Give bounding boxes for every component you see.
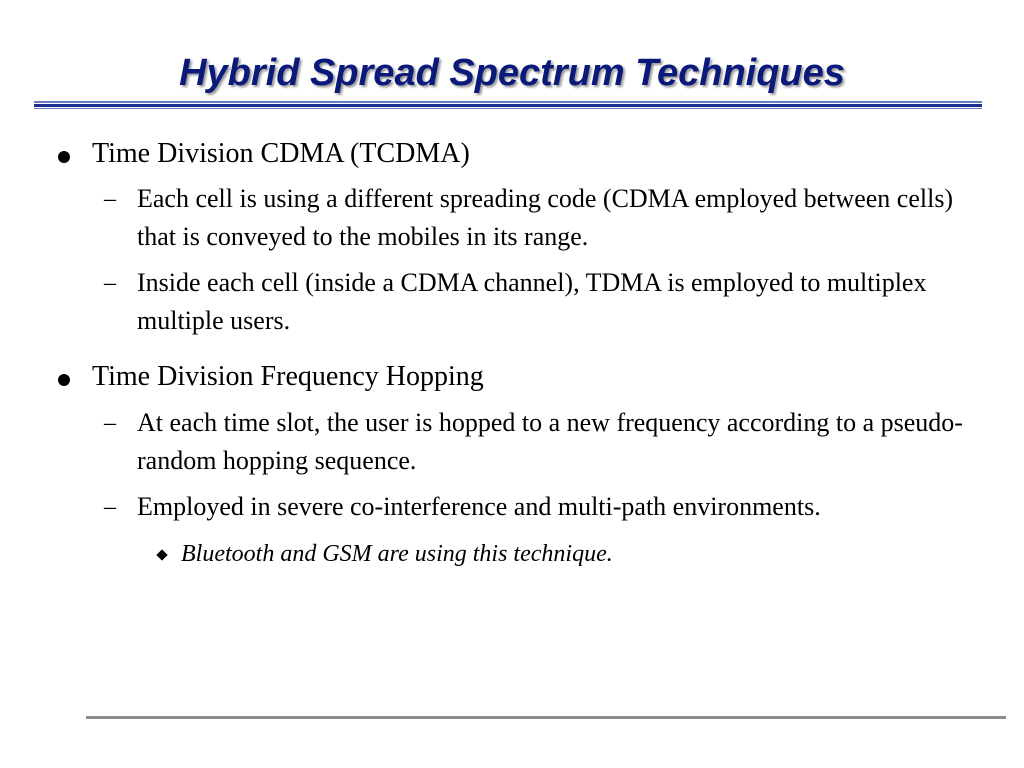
subbullet-tcdma-codes: Each cell is using a different spreading code (CDMA employed between cells) that is conveyed to the mobiles in its range. (137, 184, 954, 251)
dash-icon: – (104, 410, 116, 436)
bullet-dot-icon (58, 374, 70, 386)
title-underline-thick (34, 104, 982, 107)
slide-title: Hybrid Spread Spectrum Techniques (179, 52, 845, 94)
subbullet-tdfh-slot: At each time slot, the user is hopped to a new frequency according to a pseudo-random hopping sequence. (137, 408, 963, 475)
subbullet-tdfh-environments: Employed in severe co-interference and multi-path environments. (137, 492, 821, 521)
dash-icon: – (104, 186, 116, 212)
diamond-bullet-icon (156, 549, 167, 560)
title-underline (34, 101, 982, 110)
title-underline-thin-top (34, 101, 982, 103)
footer-rule (86, 716, 1006, 719)
bullet-dot-icon (58, 151, 70, 163)
bullet-tcdma: Time Division CDMA (TCDMA) (92, 138, 470, 169)
dash-icon: – (104, 270, 116, 296)
bullet-tdfh: Time Division Frequency Hopping (92, 361, 484, 392)
dash-icon: – (104, 494, 116, 520)
title-underline-thin-bottom (34, 108, 982, 109)
subbullet-tcdma-tdma: Inside each cell (inside a CDMA channel), TDMA is employed to multiplex multiple users. (137, 268, 927, 335)
subsubbullet-bluetooth-gsm: Bluetooth and GSM are using this technique. (181, 541, 613, 567)
